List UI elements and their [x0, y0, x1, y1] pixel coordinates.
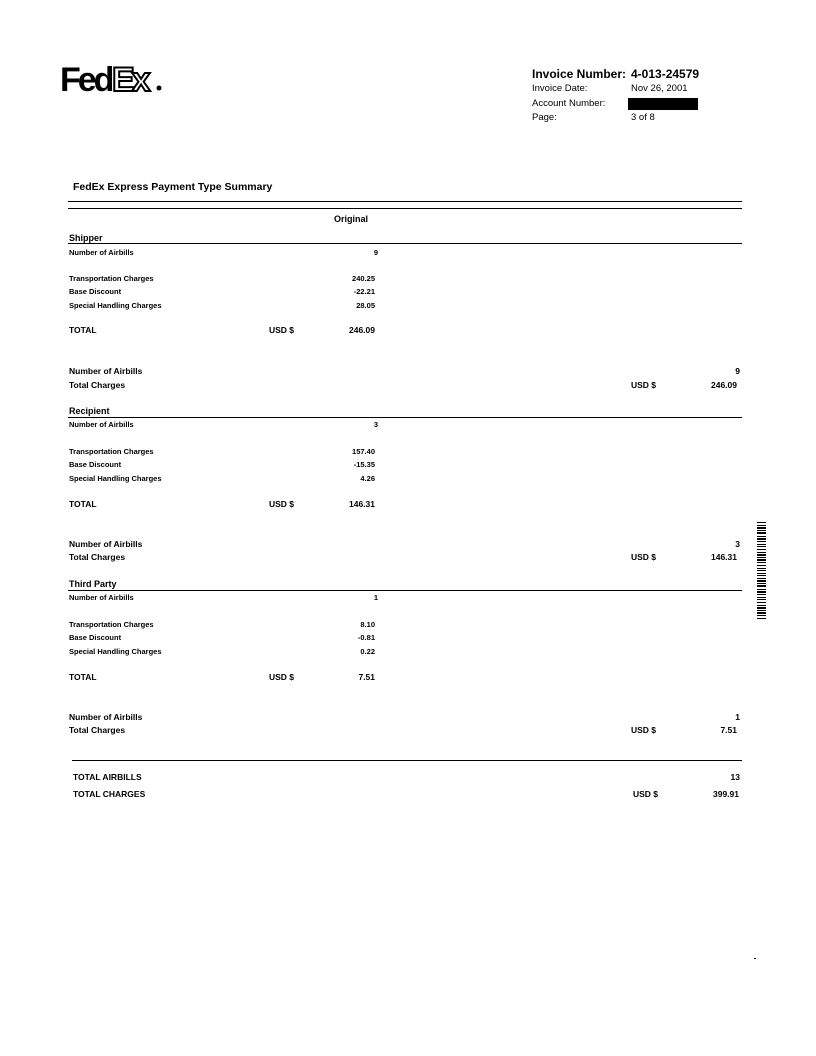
transport-label: Transportation Charges — [69, 274, 154, 283]
barcode-bar — [757, 615, 766, 616]
barcode-bar — [757, 538, 766, 540]
barcode-bar — [757, 554, 766, 556]
sum-charges-value: 146.31 — [711, 552, 737, 562]
account-number-label: Account Number: — [532, 98, 606, 109]
total-value: 246.09 — [349, 325, 375, 335]
sum-charges-currency: USD $ — [631, 380, 657, 390]
barcode-bar — [757, 585, 766, 587]
sum-charges-label: Total Charges — [69, 380, 126, 390]
total-charges-value: 399.91 — [713, 789, 739, 799]
sum-airbills-value: 3 — [735, 539, 740, 549]
handling-value: 4.26 — [360, 474, 375, 483]
barcode-bar — [757, 562, 766, 563]
invoice-date-value: Nov 26, 2001 — [631, 83, 688, 94]
transport-value: 240.25 — [352, 274, 375, 283]
discount-label: Base Discount — [69, 287, 122, 296]
discount-label: Base Discount — [69, 633, 122, 642]
barcode-bar — [757, 527, 766, 529]
airbills-label: Number of Airbills — [69, 593, 134, 602]
total-airbills-label: TOTAL AIRBILLS — [73, 772, 142, 782]
barcode-bar — [757, 568, 766, 569]
barcode-bar — [757, 612, 766, 614]
barcode-bar — [757, 559, 766, 561]
total-currency: USD $ — [269, 499, 295, 509]
airbills-label: Number of Airbills — [69, 420, 134, 429]
account-number-redaction — [628, 98, 698, 110]
barcode-bar — [757, 578, 766, 579]
barcode-bar — [757, 570, 766, 571]
airbills-label: Number of Airbills — [69, 248, 134, 257]
handling-value: 28.05 — [356, 301, 375, 310]
barcode-bar — [757, 530, 766, 531]
invoice-number-label: Invoice Number: — [532, 67, 627, 81]
barcode-bar — [757, 536, 766, 537]
total-value: 146.31 — [349, 499, 375, 509]
total-currency: USD $ — [269, 325, 295, 335]
invoice-date-label: Invoice Date: — [532, 83, 588, 94]
total-label: TOTAL — [69, 499, 97, 509]
barcode-bar — [757, 546, 766, 547]
margin-mark — [754, 958, 756, 959]
logo-ex-text: Ex — [112, 61, 148, 98]
barcode-bar — [757, 583, 766, 584]
barcode-bar — [757, 589, 766, 590]
barcode-bar — [757, 532, 766, 534]
fedex-logo — [60, 58, 170, 98]
transport-label: Transportation Charges — [69, 447, 154, 456]
group-rule — [68, 590, 742, 591]
airbills-value: 9 — [373, 248, 378, 257]
barcode-bar — [757, 565, 766, 566]
barcode-bar — [757, 580, 766, 582]
discount-value: -22.21 — [353, 287, 375, 296]
sum-charges-label: Total Charges — [69, 552, 126, 562]
sum-charges-value: 246.09 — [711, 380, 737, 390]
sum-airbills-label: Number of Airbills — [69, 539, 143, 549]
total-label: TOTAL — [69, 672, 97, 682]
barcode-bar — [757, 525, 766, 526]
total-value: 7.51 — [358, 672, 375, 682]
sum-charges-value: 7.51 — [720, 725, 737, 735]
barcode-bar — [757, 607, 766, 609]
barcode-bar — [757, 605, 766, 606]
barcode-bar — [757, 602, 766, 603]
total-airbills-value: 13 — [730, 772, 740, 782]
barcode-bar — [757, 557, 766, 558]
sum-airbills-value: 1 — [735, 712, 740, 722]
airbills-value: 1 — [373, 593, 378, 602]
sum-airbills-label: Number of Airbills — [69, 712, 143, 722]
group-name-shipper: Shipper — [69, 233, 103, 243]
group-rule — [68, 243, 742, 244]
total-currency: USD $ — [269, 672, 295, 682]
sum-airbills-label: Number of Airbills — [69, 366, 143, 376]
group-name-recipient: Recipient — [69, 406, 110, 416]
transport-label: Transportation Charges — [69, 620, 154, 629]
discount-value: -15.35 — [353, 460, 375, 469]
barcode-bar — [757, 544, 766, 545]
page-value: 3 of 8 — [631, 112, 655, 123]
barcode-bar — [757, 591, 766, 593]
title-rule-top — [68, 201, 742, 202]
barcode-bar — [757, 541, 766, 542]
grand-total-rule — [72, 760, 742, 761]
barcode-bar — [757, 597, 766, 598]
sum-airbills-value: 9 — [735, 366, 740, 376]
discount-label: Base Discount — [69, 460, 122, 469]
handling-label: Special Handling Charges — [69, 301, 162, 310]
barcode-bar — [757, 575, 766, 576]
summary-title: FedEx Express Payment Type Summary — [73, 181, 273, 193]
column-header-original: Original — [334, 214, 369, 224]
barcode-bar — [757, 599, 766, 600]
barcode-bar — [757, 552, 766, 553]
invoice-number-value: 4-013-24579 — [631, 67, 700, 81]
barcode-bar — [757, 594, 766, 595]
sum-charges-currency: USD $ — [631, 552, 657, 562]
handling-label: Special Handling Charges — [69, 474, 162, 483]
barcode-bar — [757, 618, 766, 619]
barcode-bar — [757, 522, 766, 523]
barcode-graphic — [757, 522, 766, 620]
discount-value: -0.81 — [357, 633, 375, 642]
total-charges-currency: USD $ — [633, 789, 659, 799]
handling-label: Special Handling Charges — [69, 647, 162, 656]
sum-charges-label: Total Charges — [69, 725, 126, 735]
total-charges-label: TOTAL CHARGES — [73, 789, 146, 799]
sum-charges-currency: USD $ — [631, 725, 657, 735]
handling-value: 0.22 — [360, 647, 375, 656]
transport-value: 157.40 — [352, 447, 375, 456]
group-rule — [68, 417, 742, 418]
barcode-bar — [757, 549, 766, 550]
group-name-third-party: Third Party — [69, 579, 117, 589]
barcode-bar — [757, 573, 766, 574]
logo-fed-text: Fed — [60, 61, 112, 98]
transport-value: 8.10 — [360, 620, 375, 629]
page-label: Page: — [532, 112, 557, 123]
airbills-value: 3 — [373, 420, 378, 429]
total-label: TOTAL — [69, 325, 97, 335]
title-rule-bottom — [68, 208, 742, 209]
barcode-bar — [757, 610, 766, 611]
